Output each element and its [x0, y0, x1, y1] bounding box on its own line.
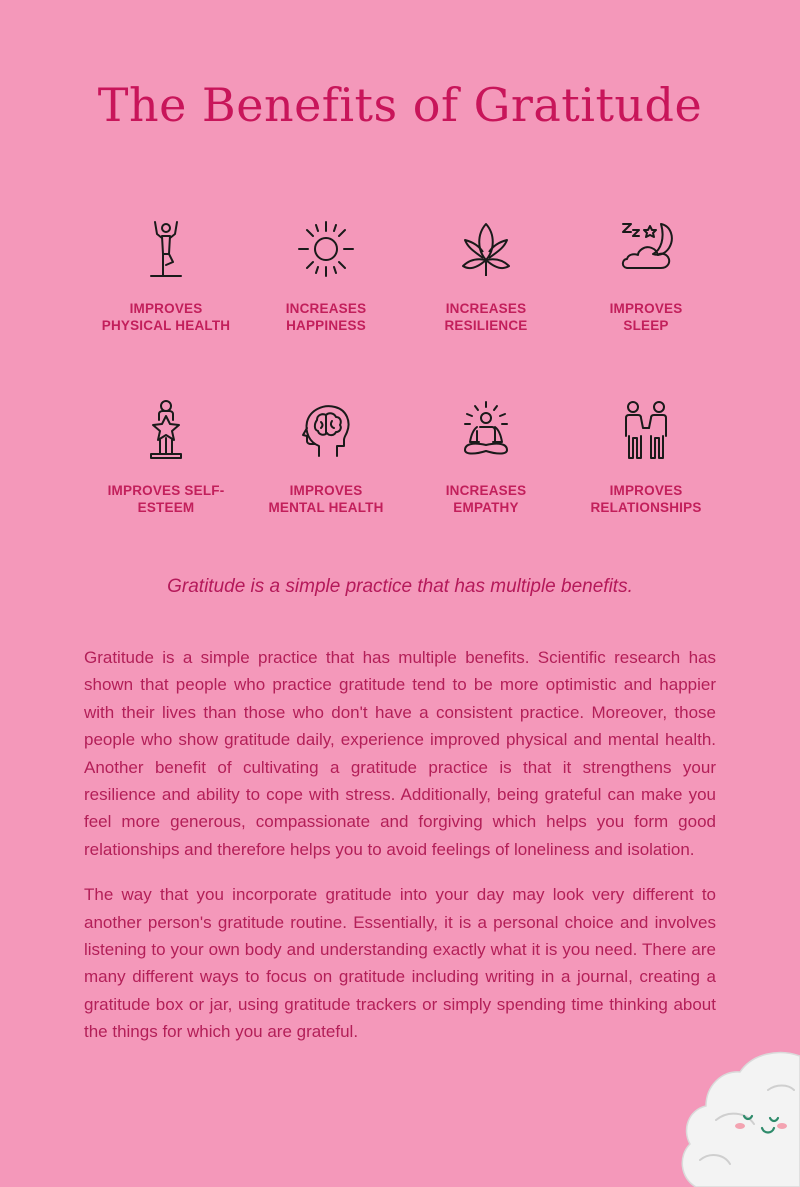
- person-star-podium-icon: [133, 398, 199, 464]
- meditation-icon: [453, 398, 519, 464]
- benefit-self-esteem: [86, 398, 246, 580]
- benefit-relationships: [566, 398, 726, 580]
- body-text: [84, 644, 716, 1064]
- benefit-mental-health: [246, 398, 406, 580]
- benefit-label: INCREASES HAPPINESS: [285, 301, 367, 333]
- benefit-empathy: [406, 398, 566, 580]
- brain-head-icon: [293, 398, 359, 464]
- yoga-tree-pose-icon: [133, 216, 199, 282]
- benefit-label: INCREASES RESILIENCE: [444, 301, 528, 333]
- benefit-label: IMPROVES MENTAL HEALTH: [268, 483, 384, 515]
- paragraph: Gratitude is a simple practice that has multiple benefits. Scientific research has shown that people who practice gratitude tend to be more optimistic and happier with their lives than those who don't have a consistent practice. Moreover, those people who show gratitude daily, experience improved physical and mental health. Another benefit of cultivating a gratitude practice is that it strengthens your resilience and ability to cope with stress. Additionally, being grateful can make you feel more generous, compassionate and forgiving which helps you form good relationships and therefore helps you to avoid feelings of loneliness and isolation.: [84, 648, 716, 859]
- benefit-resilience: [406, 216, 566, 398]
- two-people-icon: [613, 398, 679, 464]
- benefits-grid: [86, 216, 726, 580]
- paragraph: The way that you incorporate gratitude into your day may look very different to another person's gratitude routine. Essentially, it is a personal choice and involves listening to your own body and understanding exactly what it is you need. There are many different ways to focus on gratitude including writing in a journal, creating a gratitude box or jar, using gratitude trackers or simply spending time thinking about the things for which you are grateful.: [84, 885, 716, 1042]
- benefit-label: IMPROVES SLEEP: [609, 301, 683, 333]
- sun-icon: [293, 216, 359, 282]
- smiling-cloud-illustration: [676, 1040, 800, 1187]
- benefit-label: IMPROVES RELATIONSHIPS: [590, 483, 702, 515]
- lotus-icon: [453, 216, 519, 282]
- night-cloud-icon: [613, 216, 679, 282]
- page-title: The Benefits of Gratitude: [97, 78, 703, 132]
- tagline: Gratitude is a simple practice that has multiple benefits.: [167, 576, 633, 597]
- benefit-label: IMPROVES SELF- ESTEEM: [107, 483, 225, 515]
- benefit-happiness: [246, 216, 406, 398]
- benefit-label: IMPROVES PHYSICAL HEALTH: [101, 301, 231, 333]
- benefit-label: INCREASES EMPATHY: [445, 483, 527, 515]
- benefit-physical-health: [86, 216, 246, 398]
- benefit-sleep: [566, 216, 726, 398]
